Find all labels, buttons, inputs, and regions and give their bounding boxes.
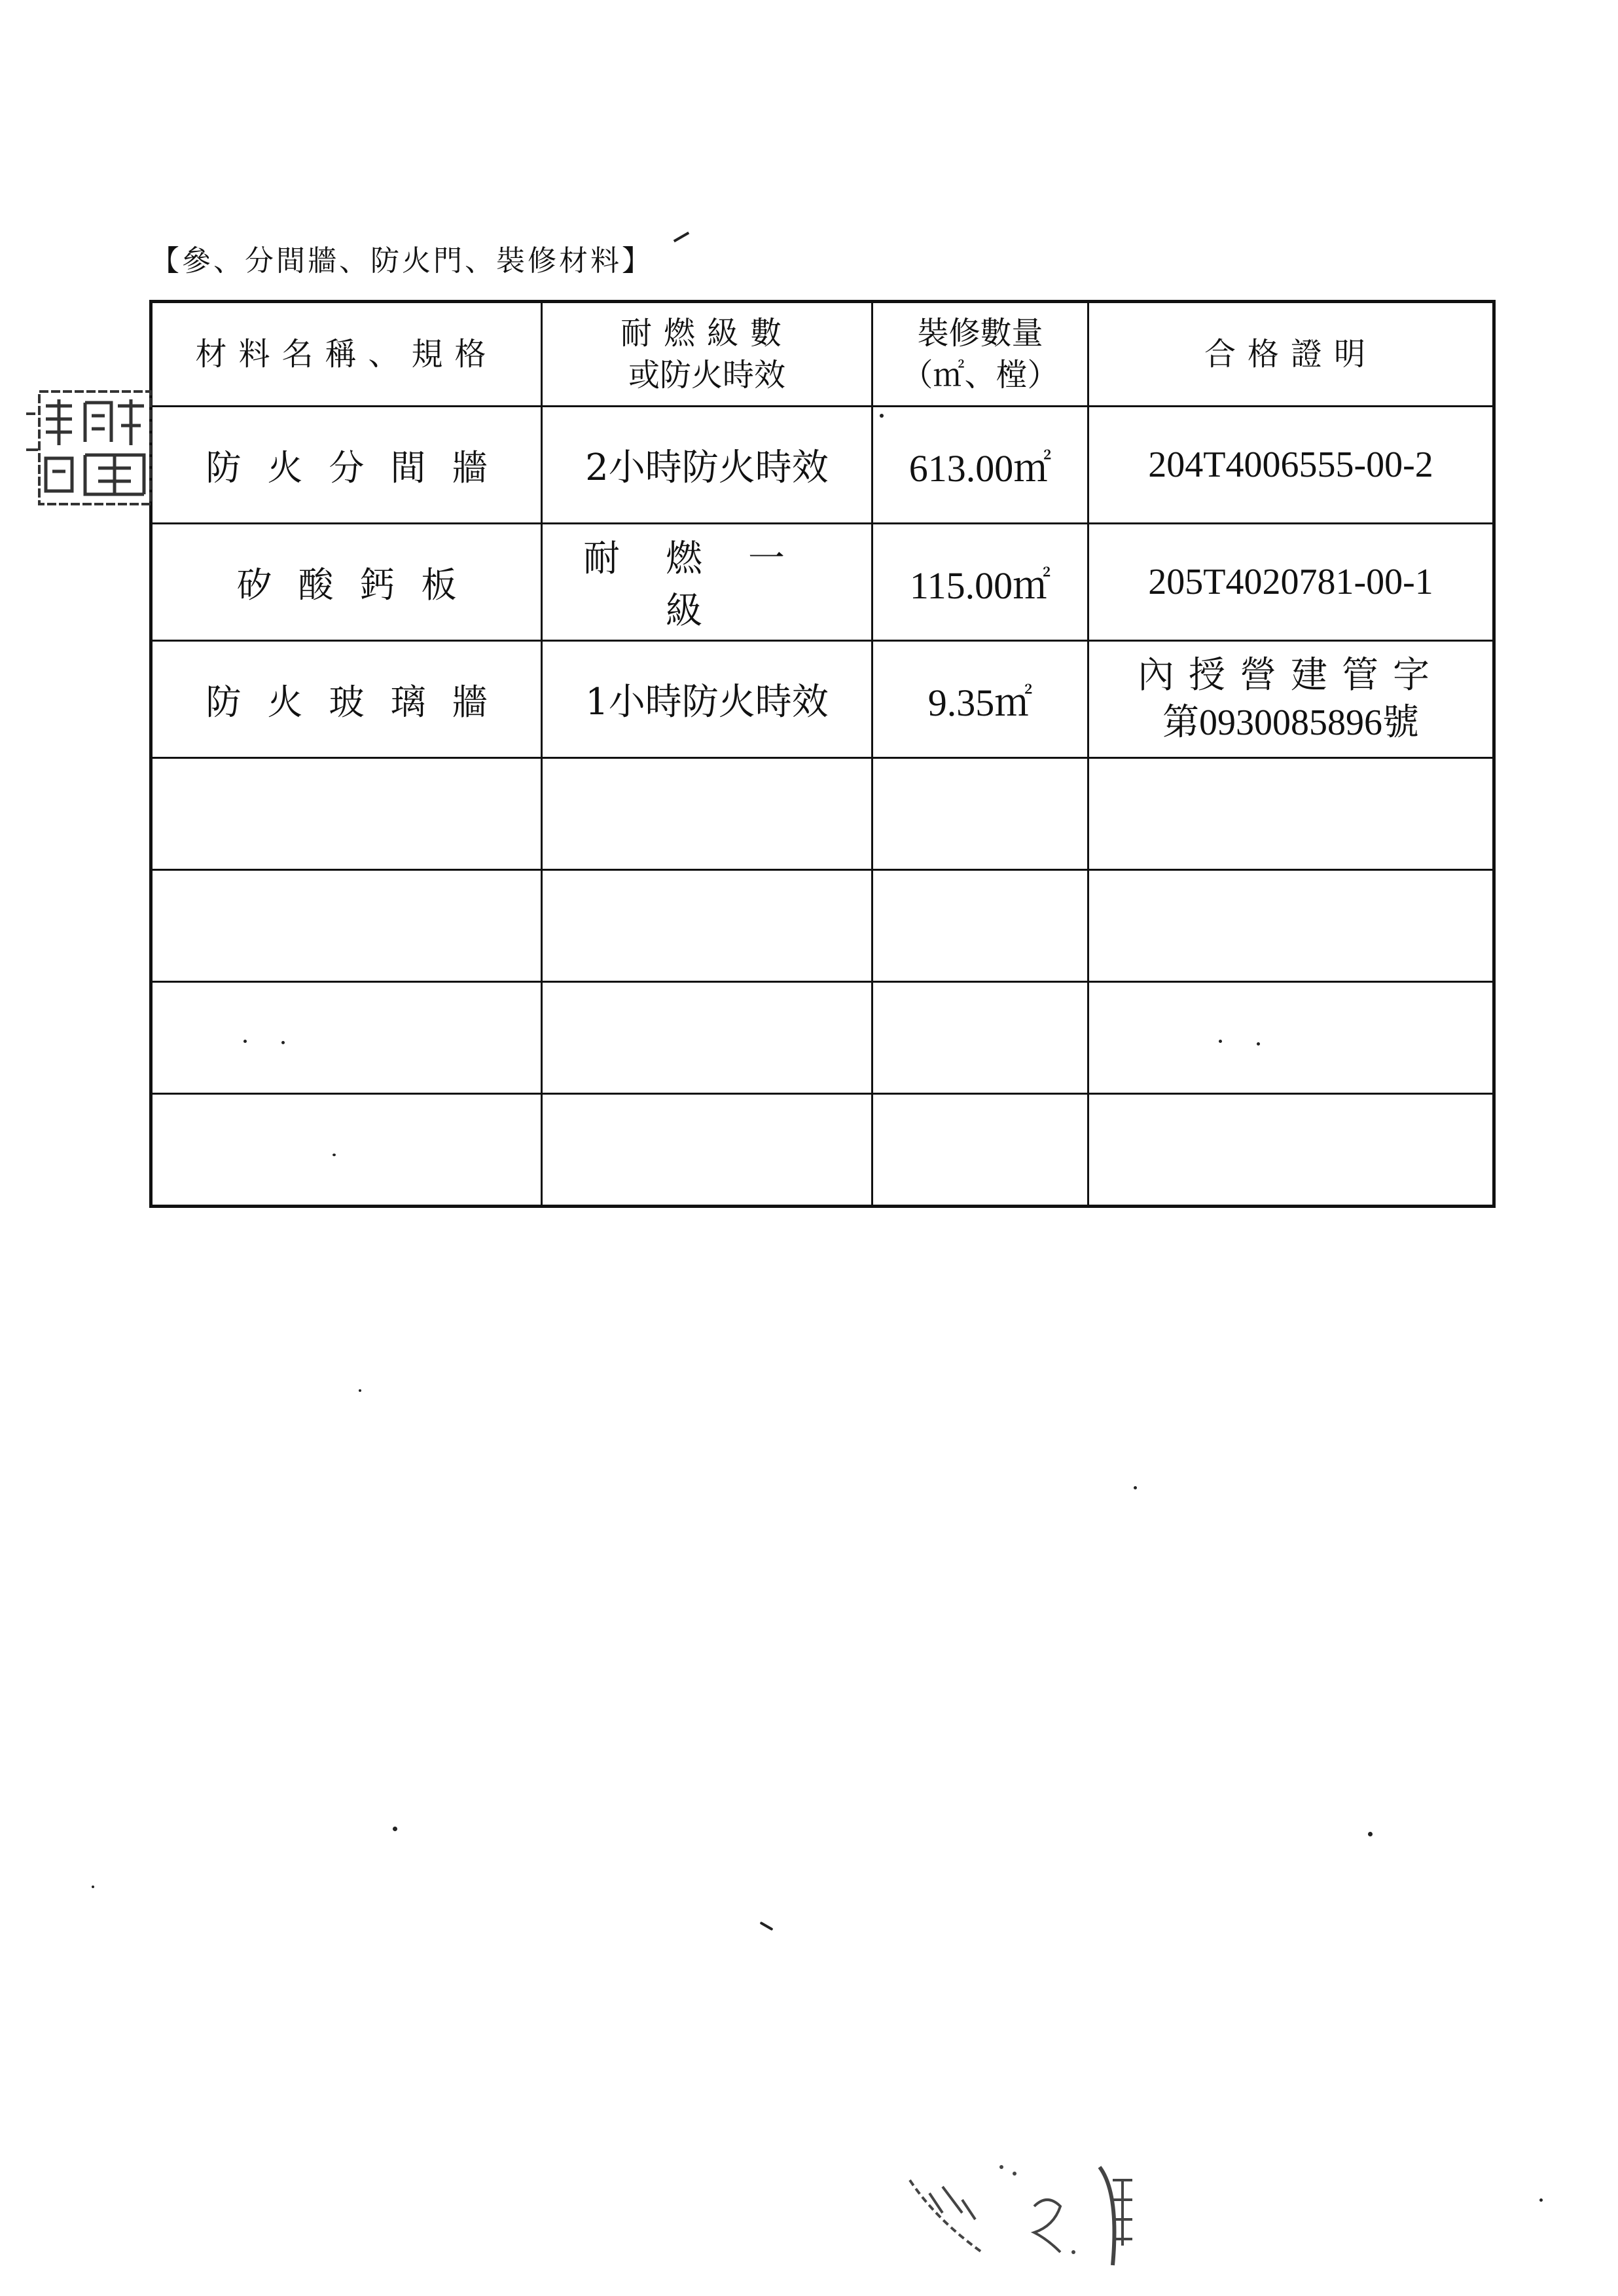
table-row bbox=[151, 524, 1494, 641]
header-grade-line2: 或防火時效 bbox=[628, 357, 785, 393]
empty-cell bbox=[872, 758, 1088, 870]
seal-stamp-bottom bbox=[903, 2154, 1152, 2285]
empty-table-row bbox=[151, 1094, 1494, 1207]
empty-cell bbox=[1088, 982, 1494, 1094]
cell-certificate bbox=[1088, 524, 1494, 641]
empty-cell bbox=[542, 982, 872, 1094]
cell-certificate-line1: 204T4006555-00-2 bbox=[1148, 445, 1433, 485]
empty-cell bbox=[1088, 870, 1494, 982]
cell-grade: 1小時防火時效 bbox=[542, 641, 872, 758]
empty-cell bbox=[872, 870, 1088, 982]
section-title: 【參、分間牆、防火門、裝修材料】 bbox=[151, 244, 653, 278]
header-quantity-line2: （㎡、樘） bbox=[901, 357, 1059, 393]
cell-material-name: 矽酸鈣板 bbox=[151, 524, 542, 641]
cell-certificate-line2: 第0930085896號 bbox=[1162, 702, 1419, 743]
empty-table-row bbox=[151, 870, 1494, 982]
empty-cell bbox=[872, 1094, 1088, 1207]
scan-speck bbox=[243, 1040, 247, 1043]
table-header-row bbox=[151, 302, 1494, 407]
header-quantity bbox=[872, 302, 1088, 407]
scan-speck bbox=[393, 1827, 397, 1831]
empty-cell bbox=[542, 870, 872, 982]
cell-material-name: 防火玻璃牆 bbox=[151, 641, 542, 758]
cell-certificate-line1: 205T4020781-00-1 bbox=[1148, 562, 1433, 602]
empty-cell bbox=[151, 1094, 542, 1207]
empty-table-row bbox=[151, 982, 1494, 1094]
scan-speck bbox=[1134, 1486, 1137, 1489]
scan-speck bbox=[333, 1154, 336, 1156]
scan-speck bbox=[880, 414, 884, 418]
cell-quantity: 9.35㎡ bbox=[872, 641, 1088, 758]
empty-cell bbox=[151, 870, 542, 982]
table-row bbox=[151, 641, 1494, 758]
scan-speck bbox=[92, 1886, 94, 1888]
cell-quantity: 115.00㎡ bbox=[872, 524, 1088, 641]
scan-speck bbox=[1257, 1042, 1260, 1046]
header-certificate bbox=[1088, 302, 1494, 407]
header-material-name bbox=[151, 302, 542, 407]
empty-cell bbox=[1088, 1094, 1494, 1207]
empty-cell bbox=[151, 758, 542, 870]
cell-quantity: 613.00㎡ bbox=[872, 407, 1088, 524]
title-tick-mark bbox=[674, 232, 690, 242]
table-row bbox=[151, 407, 1494, 524]
empty-cell bbox=[872, 982, 1088, 1094]
scan-speck bbox=[759, 1922, 773, 1931]
cell-certificate bbox=[1088, 407, 1494, 524]
header-grade bbox=[542, 302, 872, 407]
empty-cell bbox=[1088, 758, 1494, 870]
scan-speck bbox=[1219, 1040, 1222, 1043]
materials-table bbox=[149, 300, 1496, 1208]
scan-speck bbox=[359, 1389, 361, 1392]
empty-cell bbox=[542, 758, 872, 870]
cell-certificate bbox=[1088, 641, 1494, 758]
scan-speck bbox=[1539, 2198, 1543, 2202]
scan-speck bbox=[281, 1041, 285, 1044]
seal-stamp-left bbox=[26, 386, 157, 511]
cell-grade: 2小時防火時效 bbox=[542, 407, 872, 524]
scan-speck bbox=[1368, 1832, 1373, 1836]
header-certificate-label: 合格證明 bbox=[1204, 336, 1377, 373]
header-quantity-line1: 裝修數量 bbox=[917, 315, 1043, 352]
cell-certificate-line1: 內授營建管字 bbox=[1138, 655, 1444, 696]
header-grade-line1: 耐燃級數 bbox=[620, 315, 793, 352]
header-material-name-label: 材料名稱、規格 bbox=[195, 336, 498, 373]
empty-cell bbox=[151, 982, 542, 1094]
cell-grade: 耐燃一級 bbox=[542, 524, 872, 641]
cell-material-name: 防火分間牆 bbox=[151, 407, 542, 524]
empty-cell bbox=[542, 1094, 872, 1207]
empty-table-row bbox=[151, 758, 1494, 870]
